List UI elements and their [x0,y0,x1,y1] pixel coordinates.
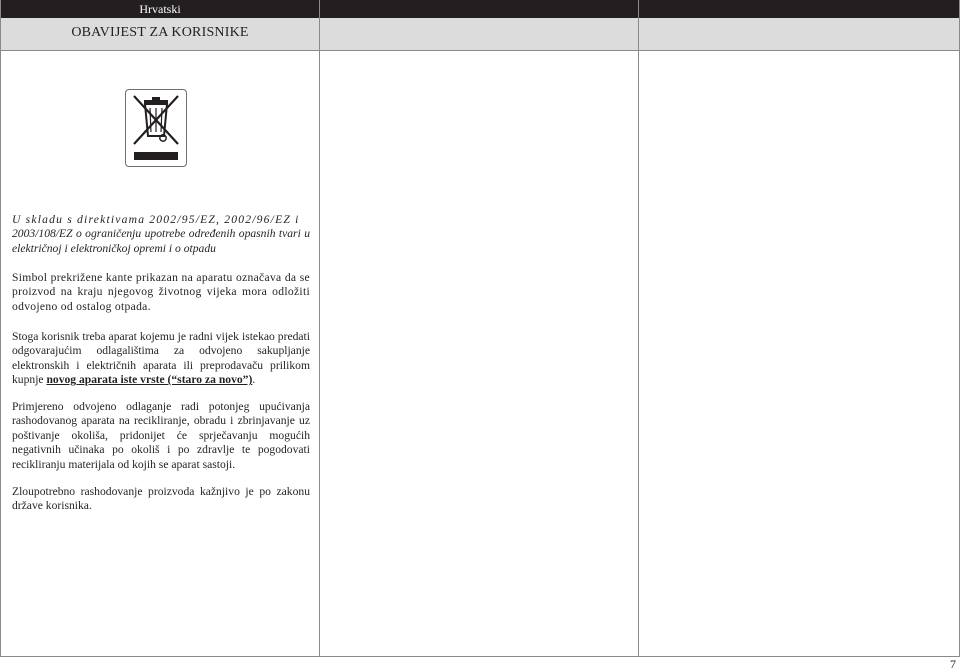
directive-heading [12,213,310,256]
header-bar-middle [320,0,638,18]
title-band-middle [320,18,638,51]
column-middle [319,0,639,657]
header-bar-right [639,0,959,18]
heading-line-1: U skladu s direktivama 2002/95/EZ, 2002/96/EZ i [12,213,300,226]
para2-text: Stoga korisnik treba aparat kojemu je radni vijek istekao predati odgovarajućim odlagalištima za odvojeno sakupljanje elektronskih i električnih aparata ili preprodavaču prilikom kupnje [12,330,310,387]
paragraph-proper-disposal: Primjereno odvojeno odlaganje radi potonjeg upućivanja rashodovanog aparata na recikliranje, obradu i zbrinjavanje uz poštivanje okoliša, pridonijet će sprječavanju mogućih negativnih učinaka po okoliš i po zdravlje te pogodovati recikliranju materijala od kojih se aparat sastoji. [12,400,310,471]
column-right [638,0,960,657]
page-title: OBAVIJEST ZA KORISNIKE [71,25,249,40]
crossed-out-wheelie-bin-icon [125,89,187,167]
language-bar: Hrvatski [1,0,319,18]
wheelie-bin-graphic [126,90,186,166]
bottom-rule [0,656,960,657]
paragraph-symbol-meaning: Simbol prekrižene kante prikazan na aparatu označava da se proizvod na kraju njegovog životnog vijeka mora odložiti odvojeno od ostalog otpada. [12,271,310,313]
title-band-right [639,18,959,51]
paragraph-penalty: Zloupotrebno rashodovanje proizvoda kažnjivo je po zakonu države korisnika. [12,485,310,513]
paragraph-user-obligation [12,330,310,388]
column-left [0,0,320,657]
page-number: 7 [950,657,956,671]
heading-line-rest: 2003/108/EZ o ograničenju upotrebe određenih opasnih tvari u električnoj i elektroničkoj opremi i o otpadu [12,227,310,255]
para2-emphasis: novog aparata iste vrste (“staro za novo”) [46,373,253,387]
title-band [1,18,319,51]
para2-end: . [252,373,256,387]
